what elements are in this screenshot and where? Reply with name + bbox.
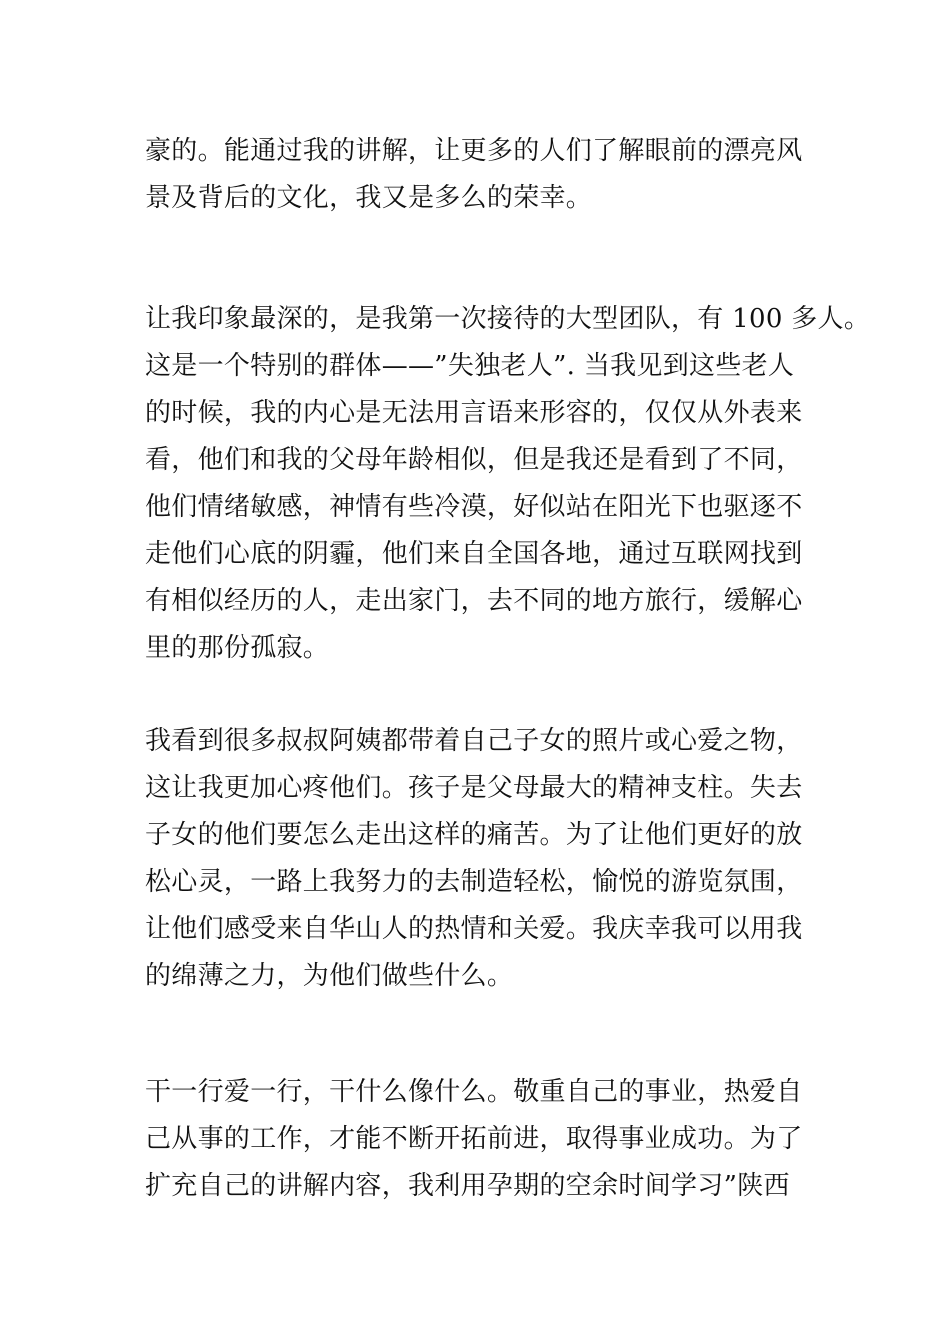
text-line: 干一行爱一行，干什么像什么。敬重自己的事业，热爱自 [145,1077,803,1107]
text-line: 景及背后的文化，我又是多么的荣幸。 [145,183,593,213]
text-line: 的时候，我的内心是无法用言语来形容的，仅仅从外表来 [145,398,803,428]
text-line: 他们情绪敏感，神情有些冷漠，好似站在阳光下也驱逐不 [145,492,803,522]
paragraph-3 [145,718,845,1000]
text-line: 让他们感受来自华山人的热情和关爱。我庆幸我可以用我 [145,914,803,944]
text-line: 有相似经历的人，走出家门，去不同的地方旅行，缓解心 [145,586,803,616]
text-line: 的绵薄之力，为他们做些什么。 [145,961,514,991]
paragraph-2 [145,296,871,672]
text-line: 里的那份孤寂。 [145,633,330,663]
text-line: 走他们心底的阴霾，他们来自全国各地，通过互联网找到 [145,539,803,569]
text-line: 豪的。能通过我的讲解，让更多的人们了解眼前的漂亮风 [145,136,803,166]
text-line: 扩充自己的讲解内容，我利用孕期的空余时间学习”陕西 [145,1171,790,1201]
text-line: 己从事的工作，才能不断开拓前进，取得事业成功。为了 [145,1124,803,1154]
paragraph-4 [145,1069,845,1210]
text-line: 让我印象最深的，是我第一次接待的大型团队，有 100 多人。 [145,304,871,334]
text-line: 这让我更加心疼他们。孩子是父母最大的精神支柱。失去 [145,773,803,803]
paragraph-1 [145,128,845,222]
text-line: 这是一个特别的群体——”失独老人”. 当我见到这些老人 [145,351,795,381]
text-line: 看，他们和我的父母年龄相似，但是我还是看到了不同， [145,445,803,475]
text-line: 子女的他们要怎么走出这样的痛苦。为了让他们更好的放 [145,820,803,850]
text-line: 松心灵，一路上我努力的去制造轻松，愉悦的游览氛围， [145,867,803,897]
text-line: 我看到很多叔叔阿姨都带着自己子女的照片或心爱之物， [145,726,803,756]
